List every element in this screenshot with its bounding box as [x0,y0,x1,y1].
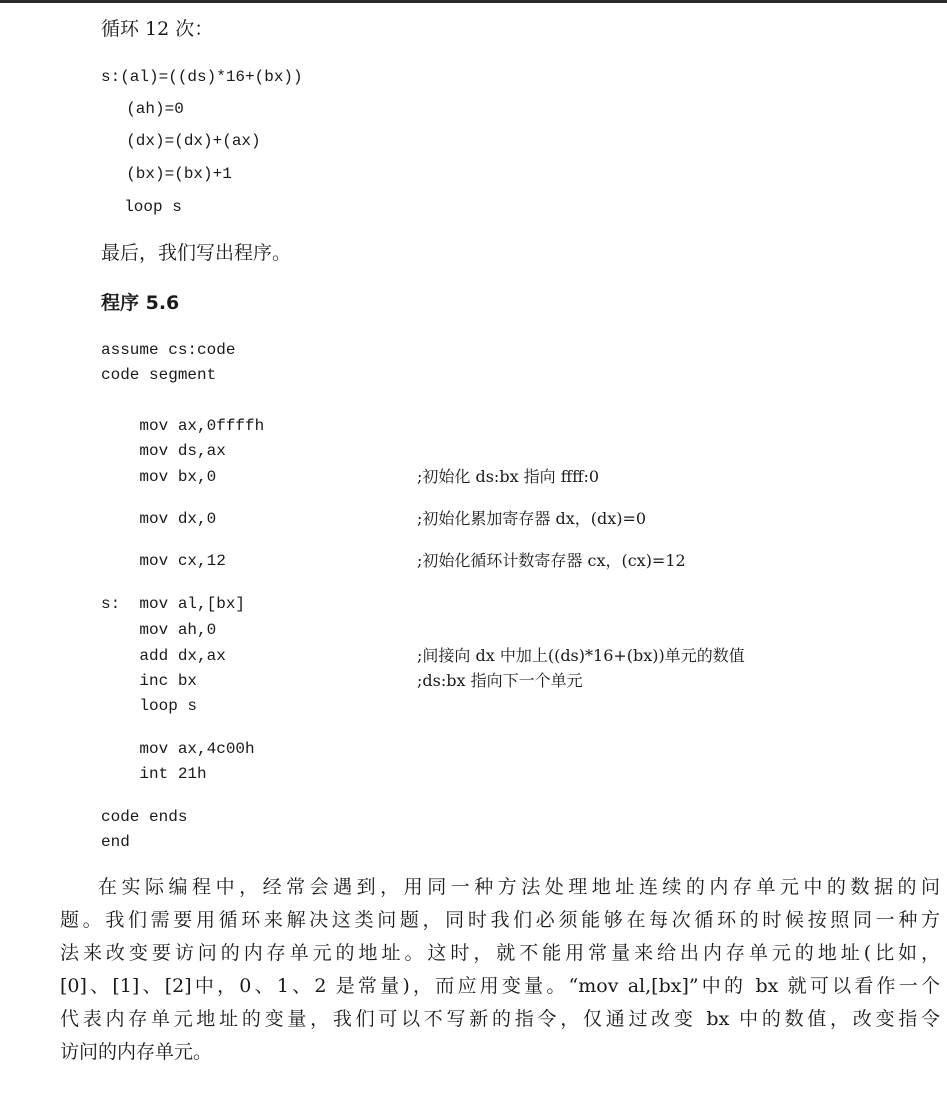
code-comment: ;初始化循环计数寄存器 cx，(cx)=12 [417,551,686,570]
code-line: mov ax,4c00h [101,740,255,758]
code-comment: ;初始化 ds:bx 指向 ffff:0 [417,467,600,486]
code-line: mov cx,12 [101,552,226,570]
pseudocode-line: s:(al)=((ds)*16+(bx)) [101,68,303,86]
transition-text: 最后，我们写出程序。 [101,242,292,264]
code-line: mov ah,0 [101,621,217,639]
program-footer-line: code ends [101,808,188,826]
code-line: mov dx,0 [101,510,217,528]
top-rule [0,0,947,3]
intro-heading: 循环 12 次： [101,18,214,40]
code-line: mov ax,0ffffh [101,417,265,435]
paragraph-line: 题。我们需要用循环来解决这类问题，同时我们必须能够在每次循环的时候按照同一种方 [60,909,940,931]
program-footer-line: end [101,833,130,851]
code-line: s: mov al,[bx] [101,595,246,613]
pseudocode-line: loop s [105,198,182,216]
program-header-line: assume cs:code [101,341,236,359]
pseudocode-line: (dx)=(dx)+(ax) [107,132,261,150]
paragraph-line: 访问的内存单元。 [60,1041,213,1063]
program-header-line: code segment [101,366,217,384]
explanation-paragraph [60,871,940,1069]
code-comment: ;初始化累加寄存器 dx，(dx)=0 [417,509,647,528]
code-line: add dx,ax [101,647,226,665]
paragraph-line: 在实际编程中，经常会遇到，用同一种方法处理地址连续的内存单元中的数据的问 [98,876,940,898]
code-line: inc bx [101,672,198,690]
program-title: 程序 5.6 [101,292,180,314]
code-comment: ;ds:bx 指向下一个单元 [417,671,583,690]
paragraph-line: 代表内存单元地址的变量，我们可以不写新的指令，仅通过改变 bx 中的数值，改变指令 [60,1008,940,1030]
code-line: loop s [101,697,198,715]
paragraph-line: 法来改变要访问的内存单元的地址。这时，就不能用常量来给出内存单元的地址(比如， [60,942,940,964]
pseudocode-line: (ah)=0 [107,100,184,118]
pseudocode-line: (bx)=(bx)+1 [107,165,232,183]
code-line: mov ds,ax [101,442,226,460]
code-line: int 21h [101,765,207,783]
paragraph-line: [0]、[1]、[2]中，0、1、2 是常量)，而应用变量。“mov al,[bx]”中的 bx 就可以看作一个 [60,975,940,997]
code-comment: ;间接向 dx 中加上((ds)*16+(bx))单元的数值 [417,646,745,665]
code-line: mov bx,0 [101,468,217,486]
